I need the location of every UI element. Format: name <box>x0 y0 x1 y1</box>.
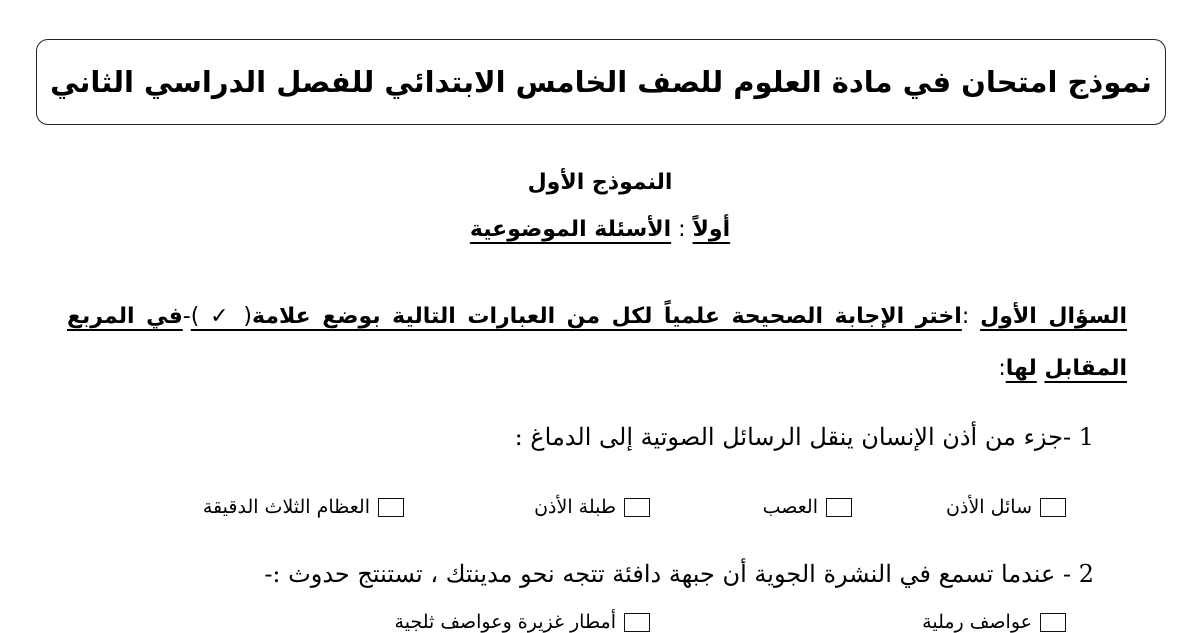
question-one-heading <box>67 291 1127 395</box>
option-label: عواصف رملية <box>922 611 1032 633</box>
question-item-2 <box>264 560 1094 588</box>
question-one-sep: : <box>961 304 981 329</box>
exam-title-box <box>36 39 1166 125</box>
option-label: سائل الأذن <box>946 496 1032 518</box>
section-prefix: أولاً <box>692 217 731 242</box>
checkbox-square-icon[interactable] <box>378 498 404 517</box>
option-label: طبلة الأذن <box>534 496 616 518</box>
answer-option[interactable] <box>534 496 650 518</box>
answer-option[interactable] <box>203 496 404 518</box>
question-number: 1 <box>1078 423 1094 451</box>
checkbox-square-icon[interactable] <box>624 498 650 517</box>
question-item-1 <box>515 423 1094 451</box>
checkbox-square-icon[interactable] <box>826 498 852 517</box>
checkbox-square-icon[interactable] <box>1040 613 1066 632</box>
exam-title: نموذج امتحان في مادة العلوم للصف الخامس الابتدائي للفصل الدراسي الثاني <box>50 65 1152 99</box>
question-text: -جزء من أذن الإنسان ينقل الرسائل الصوتية إلى الدماغ : <box>514 423 1072 451</box>
option-label: العظام الثلاث الدقيقة <box>202 496 370 518</box>
answer-option[interactable] <box>763 496 852 518</box>
section-name: الأسئلة الموضوعية <box>469 217 672 242</box>
checkbox-square-icon[interactable] <box>1040 498 1066 517</box>
answer-option[interactable] <box>946 496 1066 518</box>
question-one-instruction: اختر الإجابة الصحيحة علمياً لكل من العبارات التالية بوضع علامة <box>252 304 962 329</box>
question-one-line2: لها <box>1005 356 1037 381</box>
option-label: العصب <box>762 496 818 518</box>
section-colon: : <box>671 217 693 242</box>
question-one-label: السؤال الأول <box>980 304 1127 329</box>
question-one-line2-colon: : <box>998 356 1006 381</box>
model-title: النموذج الأول <box>527 170 673 195</box>
question-number: 2 <box>1078 560 1094 588</box>
question-text: - عندما تسمع في النشرة الجوية أن جبهة دافئة تتجه نحو مدينتك ، تستنتج حدوث :- <box>264 560 1072 588</box>
check-mark: ( ✓ ) <box>190 304 252 329</box>
option-label: أمطار غزيرة وعواصف ثلجية <box>394 611 616 633</box>
checkbox-square-icon[interactable] <box>624 613 650 632</box>
section-title <box>0 217 1200 242</box>
question-one-tail: في المربع المقابل <box>67 304 1127 381</box>
question-one-dash: - <box>182 304 191 329</box>
